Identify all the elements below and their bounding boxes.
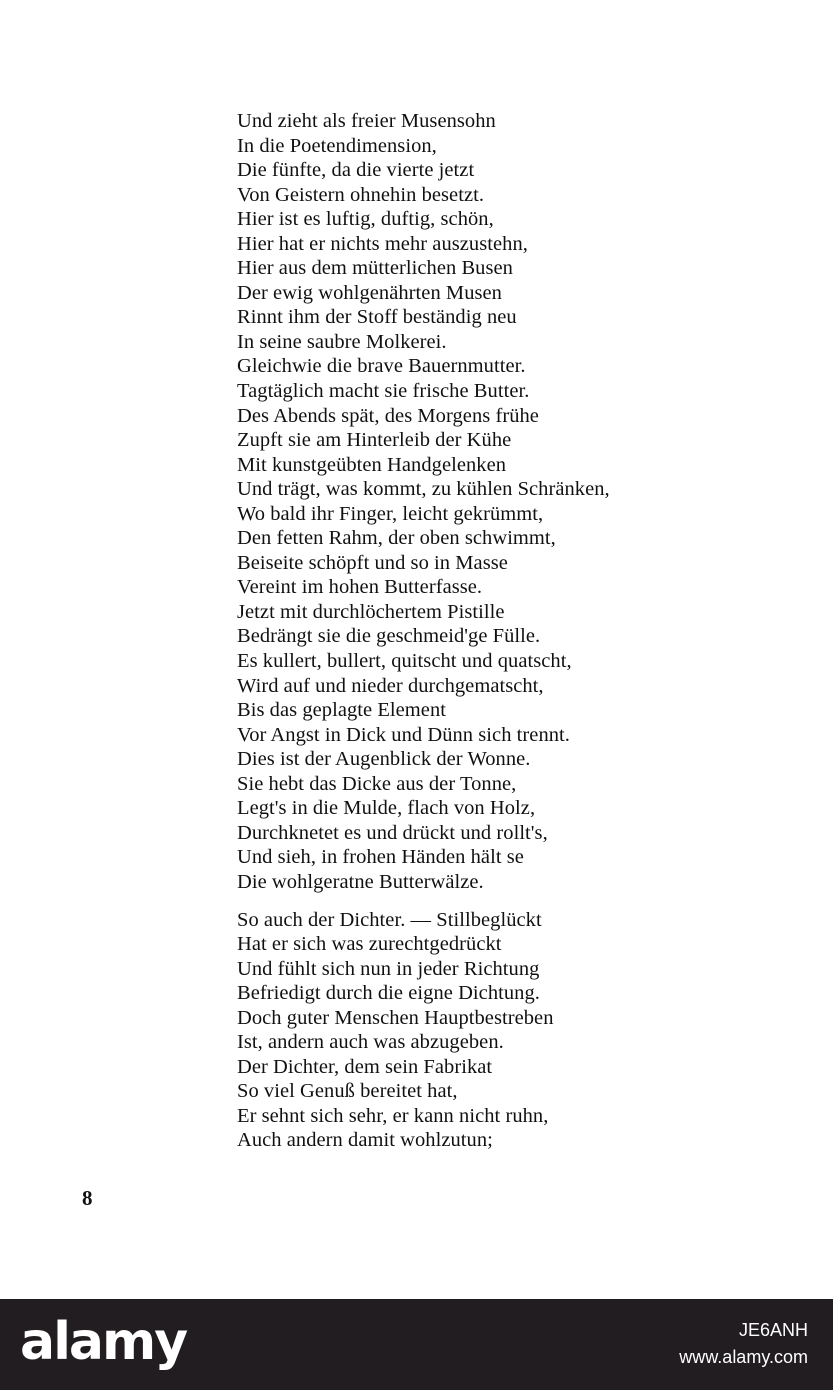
poem-line: Zupft sie am Hinterleib der Kühe <box>237 429 512 452</box>
poem-line: Befriedigt durch die eigne Dichtung. <box>237 982 540 1005</box>
poem-line: Auch andern damit wohlzutun; <box>237 1129 493 1152</box>
poem-line: Bis das geplagte Element <box>237 699 446 722</box>
image-id: JE6ANH <box>738 1320 808 1340</box>
poem-line: Vereint im hohen Butterfasse. <box>237 576 483 599</box>
poem-line: Legt's in die Mulde, flach von Holz, <box>237 797 536 820</box>
stanza-2 <box>237 908 757 1153</box>
poem-line: Und zieht als freier Musensohn <box>237 110 496 132</box>
poem-line: Doch guter Menschen Hauptbestreben <box>237 1006 554 1029</box>
poem-line: Gleichwie die brave Bauernmutter. <box>237 355 526 378</box>
poem-text <box>237 109 757 1153</box>
poem-line: Mit kunstgeübten Handgelenken <box>237 453 507 476</box>
poem-line: Der Dichter, dem sein Fabrikat <box>237 1055 493 1078</box>
poem-line: Bedrängt sie die geschmeid'ge Fülle. <box>237 625 541 648</box>
poem-line: Es kullert, bullert, quitscht und quatscht, <box>237 650 572 673</box>
stanza-1 <box>237 109 757 895</box>
page-number: 8 <box>82 1186 93 1210</box>
poem-line: So viel Genuß bereitet hat, <box>237 1080 458 1103</box>
poem-line: Durchknetet es und drückt und rollt's, <box>237 821 548 844</box>
poem-line: Vor Angst in Dick und Dünn sich trennt. <box>237 723 570 746</box>
poem-line: In seine saubre Molkerei. <box>237 330 447 353</box>
poem-line: Tagtäglich macht sie frische Butter. <box>237 380 530 403</box>
watermark-footer <box>0 1299 833 1390</box>
brand-logo: alamy <box>20 1312 187 1372</box>
poem-line: Sie hebt das Dicke aus der Tonne, <box>237 772 517 795</box>
poem-line: Hier aus dem mütterlichen Busen <box>237 257 513 280</box>
poem-line: Hat er sich was zurechtgedrückt <box>237 933 502 956</box>
poem-line: Jetzt mit durchlöchertem Pistille <box>237 600 505 623</box>
poem-line: Und trägt, was kommt, zu kühlen Schränken, <box>237 478 610 501</box>
poem-line: Und sieh, in frohen Händen hält se <box>237 846 524 869</box>
poem-line: Den fetten Rahm, der oben schwimmt, <box>237 527 556 550</box>
poem-line: Hier ist es luftig, duftig, schön, <box>237 208 494 231</box>
poem-line: Des Abends spät, des Morgens frühe <box>237 404 539 427</box>
poem-line: So auch der Dichter. — Stillbeglückt <box>237 908 542 931</box>
poem-line: Rinnt ihm der Stoff beständig neu <box>237 306 517 329</box>
site-url: www.alamy.com <box>679 1347 808 1367</box>
poem-line: Beiseite schöpft und so in Masse <box>237 551 508 574</box>
poem-line: Wo bald ihr Finger, leicht gekrümmt, <box>237 502 544 525</box>
poem-line: Wird auf und nieder durchgematscht, <box>237 674 544 697</box>
poem-line: In die Poetendimension, <box>237 134 437 157</box>
poem-line: Ist, andern auch was abzugeben. <box>237 1031 504 1054</box>
poem-line: Der ewig wohlgenährten Musen <box>237 281 502 304</box>
poem-line: Die fünfte, da die vierte jetzt <box>237 159 475 182</box>
poem-line: Hier hat er nichts mehr auszustehn, <box>237 232 528 255</box>
poem-line: Dies ist der Augenblick der Wonne. <box>237 748 531 771</box>
poem-line: Von Geistern ohnehin besetzt. <box>237 183 485 206</box>
poem-line: Er sehnt sich sehr, er kann nicht ruhn, <box>237 1104 549 1127</box>
poem-line: Die wohlgeratne Butterwälze. <box>237 870 484 893</box>
poem-line: Und fühlt sich nun in jeder Richtung <box>237 957 540 980</box>
